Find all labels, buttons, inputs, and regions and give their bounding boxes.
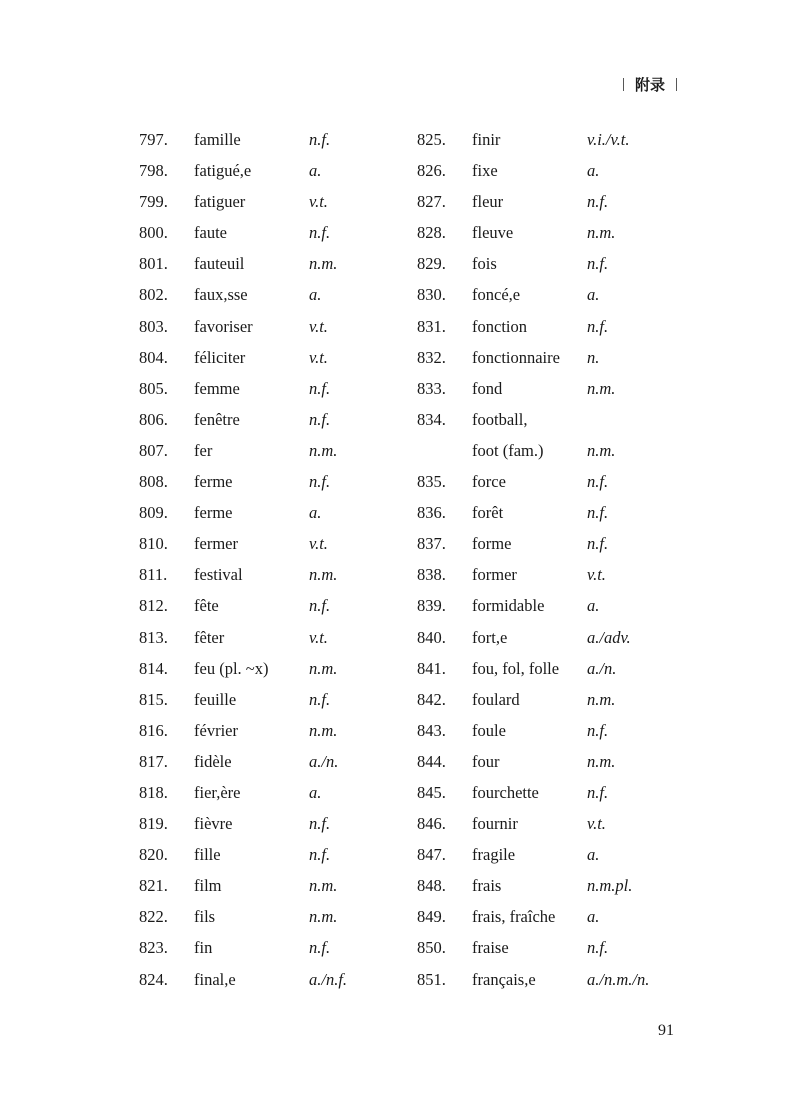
entry-number: 818. — [139, 782, 168, 802]
entry-number: 812. — [139, 596, 168, 616]
entry-part-of-speech: v.t. — [309, 534, 328, 554]
entry-word: fleur — [472, 192, 504, 212]
entry-number: 838. — [417, 565, 446, 585]
entry-word: former — [472, 565, 517, 585]
entry-part-of-speech: n.m. — [309, 876, 338, 896]
entry-word: fille — [194, 845, 221, 865]
entry-part-of-speech: n.f. — [309, 223, 331, 243]
entry-number: 798. — [139, 161, 168, 181]
entry-part-of-speech: n.m. — [309, 907, 338, 927]
entry-word: film — [194, 876, 222, 896]
entry-word: fixe — [472, 161, 498, 181]
entry-number: 815. — [139, 689, 168, 709]
running-header — [622, 74, 678, 95]
entry-number: 851. — [417, 969, 446, 989]
entry-part-of-speech: a. — [309, 782, 322, 802]
entry-number: 800. — [139, 223, 168, 243]
entry-word: final,e — [194, 969, 236, 989]
entry-word: français,e — [472, 969, 536, 989]
entry-number: 848. — [417, 876, 446, 896]
entry-word: force — [472, 472, 506, 492]
entry-word: fidèle — [194, 751, 232, 771]
entry-part-of-speech: a. — [587, 285, 600, 305]
entry-number: 845. — [417, 782, 446, 802]
entry-number: 840. — [417, 627, 446, 647]
entry-word: four — [472, 751, 500, 771]
entry-number: 850. — [417, 938, 446, 958]
header-divider-left: | — [621, 76, 625, 92]
entry-word: fonctionnaire — [472, 347, 560, 367]
entry-part-of-speech: v.i./v.t. — [587, 130, 630, 149]
entry-part-of-speech: a./n.f. — [309, 969, 348, 989]
entry-word: fêter — [194, 627, 225, 647]
entry-number: 820. — [139, 845, 168, 865]
entry-word: fier,ère — [194, 782, 241, 802]
entry-word: fonction — [472, 316, 527, 336]
entry-part-of-speech: n.m. — [309, 658, 338, 678]
entry-word: formidable — [472, 596, 545, 616]
entry-part-of-speech: v.t. — [587, 814, 606, 834]
entry-word: famille — [194, 130, 241, 149]
entry-word: fer — [194, 440, 213, 460]
entry-number: 809. — [139, 503, 168, 523]
entry-part-of-speech: n.f. — [309, 814, 331, 834]
entry-word: foot (fam.) — [472, 440, 544, 460]
entry-word: féliciter — [194, 347, 246, 367]
entry-part-of-speech: n.f. — [309, 689, 331, 709]
entry-number: 811. — [139, 565, 168, 585]
entry-part-of-speech: n.f. — [309, 596, 331, 616]
entry-part-of-speech: a./n. — [587, 658, 617, 678]
entry-number: 802. — [139, 285, 168, 305]
entry-word: fils — [194, 907, 216, 927]
entry-part-of-speech: v.t. — [309, 192, 328, 212]
entry-part-of-speech: n.f. — [309, 378, 331, 398]
entry-word: football, — [472, 409, 528, 429]
header-divider-right: | — [674, 76, 678, 92]
entry-word: fleuve — [472, 223, 514, 243]
entry-part-of-speech: a. — [309, 285, 322, 305]
entry-part-of-speech: a. — [587, 596, 600, 616]
entry-number: 827. — [417, 192, 446, 212]
entry-word: faux,sse — [194, 285, 248, 305]
entry-word: fois — [472, 254, 497, 274]
entry-part-of-speech: n. — [587, 347, 600, 367]
entry-part-of-speech: n.m. — [309, 440, 338, 460]
entry-word: fièvre — [194, 814, 233, 834]
entry-word: ferme — [194, 503, 233, 523]
header-title: 附录 — [634, 76, 665, 94]
entry-word: frais, fraîche — [472, 907, 556, 927]
entry-number: 801. — [139, 254, 168, 274]
entry-word: femme — [194, 378, 240, 398]
entry-number: 814. — [139, 658, 168, 678]
entry-part-of-speech: n.m. — [587, 378, 616, 398]
entry-number: 823. — [139, 938, 168, 958]
entry-word: fatiguer — [194, 192, 246, 212]
entry-word: ferme — [194, 472, 233, 492]
entry-word: forêt — [472, 503, 504, 523]
entry-word: fauteuil — [194, 254, 245, 274]
entry-part-of-speech: n.m. — [587, 689, 616, 709]
entry-number: 806. — [139, 409, 168, 429]
entry-number: 843. — [417, 720, 446, 740]
entry-part-of-speech: n.m. — [309, 254, 338, 274]
entry-part-of-speech: a./adv. — [587, 627, 631, 647]
entry-word: feu (pl. ~x) — [194, 658, 269, 678]
entry-part-of-speech: n.f. — [309, 938, 331, 958]
entry-word: fenêtre — [194, 409, 240, 429]
entry-number: 824. — [139, 969, 168, 989]
entry-number: 826. — [417, 161, 446, 181]
entry-number: 816. — [139, 720, 168, 740]
entry-number: 808. — [139, 472, 168, 492]
entry-word: fourchette — [472, 782, 539, 802]
entry-number: 832. — [417, 347, 446, 367]
entry-number: 810. — [139, 534, 168, 554]
entry-number: 837. — [417, 534, 446, 554]
entry-number: 833. — [417, 378, 446, 398]
entry-word: février — [194, 720, 238, 740]
entry-part-of-speech: n.f. — [309, 845, 331, 865]
entry-part-of-speech: a. — [309, 503, 322, 523]
entry-word: fond — [472, 378, 503, 398]
entry-number: 803. — [139, 316, 168, 336]
entry-number: 825. — [417, 130, 446, 149]
entry-number: 805. — [139, 378, 168, 398]
entry-part-of-speech: n.m.pl. — [587, 876, 633, 896]
entry-word: fragile — [472, 845, 516, 865]
entry-part-of-speech: n.f. — [587, 192, 609, 212]
entry-number: 849. — [417, 907, 446, 927]
entry-number: 830. — [417, 285, 446, 305]
entry-part-of-speech: v.t. — [309, 316, 328, 336]
entry-word: favoriser — [194, 316, 253, 336]
entry-number: 835. — [417, 472, 446, 492]
entry-word: fatigué,e — [194, 161, 252, 181]
entry-part-of-speech: v.t. — [587, 565, 606, 585]
entry-number: 844. — [417, 751, 446, 771]
entry-part-of-speech: n.m. — [309, 720, 338, 740]
entry-part-of-speech: n.m. — [587, 223, 616, 243]
entry-word: fraise — [472, 938, 509, 958]
entry-word: foulard — [472, 689, 520, 709]
entry-number: 804. — [139, 347, 168, 367]
entry-number: 834. — [417, 409, 446, 429]
entry-number: 799. — [139, 192, 168, 212]
entry-word: forme — [472, 534, 512, 554]
entry-number: 841. — [417, 658, 446, 678]
entry-number: 797. — [139, 130, 168, 149]
entry-word: foncé,e — [472, 285, 521, 305]
entry-part-of-speech: a./n. — [309, 751, 339, 771]
entry-part-of-speech: n.f. — [587, 782, 609, 802]
entry-part-of-speech: v.t. — [309, 627, 328, 647]
entry-part-of-speech: a. — [587, 907, 600, 927]
entry-number: 821. — [139, 876, 168, 896]
page-number: 91 — [658, 1022, 674, 1039]
entry-word: feuille — [194, 689, 237, 709]
entry-word: fermer — [194, 534, 238, 554]
entry-word: festival — [194, 565, 243, 585]
entry-part-of-speech: n.f. — [587, 503, 609, 523]
entry-number: 813. — [139, 627, 168, 647]
entry-word: frais — [472, 876, 502, 896]
entry-number: 846. — [417, 814, 446, 834]
entry-part-of-speech: n.f. — [587, 534, 609, 554]
entry-number: 807. — [139, 440, 168, 460]
entry-number: 831. — [417, 316, 446, 336]
entry-part-of-speech: a. — [309, 161, 322, 181]
entry-part-of-speech: n.f. — [309, 409, 331, 429]
entry-number: 828. — [417, 223, 446, 243]
entry-part-of-speech: n.f. — [309, 472, 331, 492]
entry-part-of-speech: a. — [587, 161, 600, 181]
entry-part-of-speech: a. — [587, 845, 600, 865]
entry-number: 817. — [139, 751, 168, 771]
entry-word: fournir — [472, 814, 518, 834]
entry-word: fou, fol, folle — [472, 658, 560, 678]
entry-part-of-speech: n.m. — [587, 751, 616, 771]
entry-word: fête — [194, 596, 219, 616]
entry-part-of-speech: n.f. — [587, 254, 609, 274]
entry-number: 842. — [417, 689, 446, 709]
entry-part-of-speech: n.f. — [309, 130, 331, 149]
entry-part-of-speech: n.m. — [309, 565, 338, 585]
entry-word: fort,e — [472, 627, 508, 647]
entry-number: 847. — [417, 845, 446, 865]
entry-number: 839. — [417, 596, 446, 616]
entry-word: finir — [472, 130, 501, 149]
entry-number: 836. — [417, 503, 446, 523]
entry-number: 829. — [417, 254, 446, 274]
entry-part-of-speech: n.f. — [587, 316, 609, 336]
entry-part-of-speech: a./n.m./n. — [587, 969, 650, 989]
entry-part-of-speech: n.f. — [587, 472, 609, 492]
entry-number: 822. — [139, 907, 168, 927]
entry-part-of-speech: n.f. — [587, 720, 609, 740]
entry-part-of-speech: n.m. — [587, 440, 616, 460]
entry-part-of-speech: v.t. — [309, 347, 328, 367]
entry-number: 819. — [139, 814, 168, 834]
entry-part-of-speech: n.f. — [587, 938, 609, 958]
entry-word: faute — [194, 223, 227, 243]
entry-word: fin — [194, 938, 213, 958]
entry-word: foule — [472, 720, 506, 740]
